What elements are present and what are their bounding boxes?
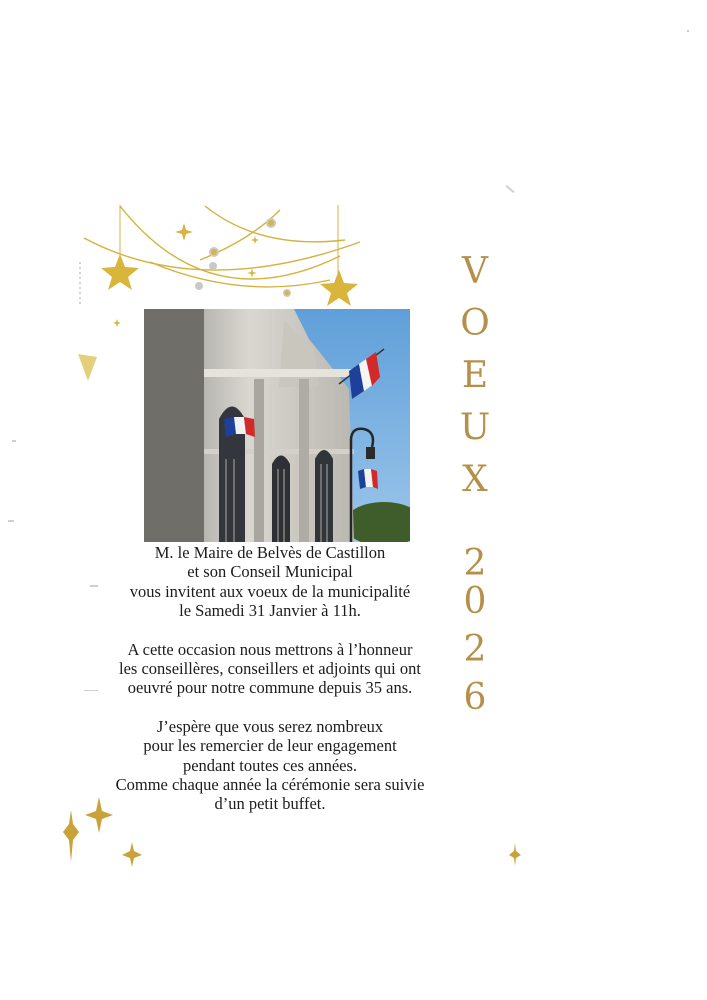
text-line: et son Conseil Municipal [187, 562, 353, 582]
title-letter: O [460, 303, 490, 344]
title-letter: E [461, 355, 489, 396]
text-line: le Samedi 31 Janvier à 11h. [179, 601, 361, 621]
text-line: J’espère que vous serez nombreux [156, 716, 384, 736]
town-hall-photo [144, 309, 410, 542]
invitation-paragraph-1 [100, 543, 440, 621]
text-line: oeuvré pour notre commune depuis 35 ans. [127, 678, 413, 698]
text-line: vous invitent aux voeux de la municipalité [129, 581, 411, 601]
title-letter: X [462, 459, 488, 500]
text-line: M. le Maire de Belvès de Castillon [154, 543, 386, 562]
text-line: A cette occasion nous mettrons à l’honneur [127, 639, 413, 659]
sparkle-star-icon [509, 843, 521, 866]
year-digit: 2 [463, 543, 487, 584]
invitation-paragraph-2 [100, 640, 440, 698]
invitation-paragraph-3 [100, 717, 440, 814]
year-digit: 2 [463, 629, 487, 670]
hanging-star-left-icon [101, 254, 139, 290]
year-digit: 6 [463, 677, 487, 718]
text-line: pour les remercier de leur engagement [143, 736, 397, 756]
sparkle-star-icon [122, 842, 142, 867]
sparkle-star-icon [63, 810, 79, 862]
title-letter: U [459, 407, 491, 448]
text-line: Comme chaque année la cérémonie sera suivie [115, 775, 425, 795]
invitation-text [100, 543, 440, 833]
text-line: pendant toutes ces années. [182, 755, 358, 775]
title-letter: V [462, 251, 488, 292]
text-line: les conseillères, conseillers et adjoints qui ont [119, 659, 421, 679]
text-line: d’un petit buffet. [214, 794, 326, 814]
year-digit: 0 [463, 581, 487, 622]
hanging-star-right-icon [320, 270, 358, 306]
